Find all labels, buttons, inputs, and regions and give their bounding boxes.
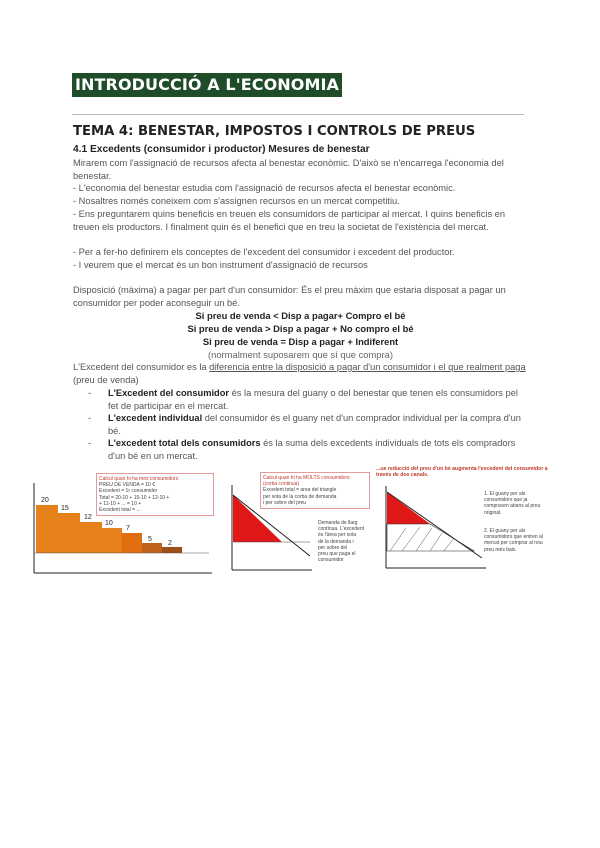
figure-price-reduction — [376, 466, 556, 586]
bar-label-1: 20 — [41, 497, 49, 504]
rule-buy-text: Si preu de venda < Disp a pagar+ Compro el bé — [195, 310, 406, 321]
fig2-side-line: contínua. L'excedent — [318, 526, 364, 533]
intro-paragraph-6: - I veurem que el mercat és un bon instrument d'assignació de recursos — [73, 260, 368, 270]
rule-indifferent — [73, 335, 528, 348]
fig3-note-2: 2. El guany per als consumidors que entren al mercat per comprar al nou preu més baix. — [484, 528, 543, 553]
fig2-side-note — [318, 520, 372, 563]
rule-not-buy — [73, 322, 528, 335]
bullet-text: és la mesura del guany o del benestar que tenen els consumidors pel fet de participar en el mercat. — [108, 388, 518, 411]
bar-label-2: 15 — [61, 505, 69, 512]
intro-paragraph-2: - L'economia del benestar estudia com l'assignació de recursos afecta el benestar econòmic. — [73, 183, 456, 193]
fig2-side-line: consumidor — [318, 557, 344, 564]
intro-paragraph-5: - Per a fer-ho definirem els conceptes de l'excedent del consumidor i excedent del productor. — [73, 247, 455, 257]
added-surplus-area — [387, 524, 474, 551]
bar-consumer-1 — [36, 505, 58, 553]
fig1-note-line: PREU DE VENDA = 10 € — [99, 482, 155, 489]
bar-consumer-6 — [142, 543, 162, 553]
disposicio-definition: Disposició (màxima) a pagar per part d'un consumidor: És el preu màxim que estaria disposat a pagar un consumidor per poder aconseguir un bé. — [73, 285, 506, 308]
fig1-note-line: Excedent = 1r consumidor — [99, 488, 158, 495]
doc-title: INTRODUCCIÓ A L'ECONOMIA — [72, 73, 342, 97]
fig2-note-sub: (corba continua) — [263, 481, 300, 488]
rule-buy — [73, 309, 528, 322]
bar-label-3: 12 — [84, 514, 92, 521]
fig2-note-line: i per sobre del preu — [263, 499, 307, 506]
fig1-note-line: Excedent total = ... — [99, 507, 141, 514]
fig1-note-line: + 11-10 + ... = 10 + — [99, 500, 142, 507]
rule-not-buy-text: Si preu de venda > Disp a pagar + No compro el bé — [187, 323, 414, 334]
fig1-note-line: Total = 20-10 + 15-10 + 12-10 + — [99, 494, 170, 501]
bullet-excedent-consumidor — [88, 387, 528, 412]
section-subtitle: 4.1 Excedents (consumidor i productor) Mesures de benestar — [73, 144, 370, 155]
fig3-note-1: 1. El guany per als consumidors que ja compraven abans al preu original. — [484, 491, 541, 516]
bar-consumer-5 — [122, 533, 142, 553]
fig2-side-line: de la demanda i — [318, 538, 354, 545]
bar-consumer-3 — [80, 522, 102, 553]
fig2-note-line: per sota de la corba de demanda — [263, 493, 337, 500]
bullet-excedent-total — [88, 437, 528, 462]
bullet-text: del consumidor és el guany net d'un comprador individual per la compra d'un bé. — [108, 413, 521, 436]
fig2-side-line: preu que paga el — [318, 551, 356, 558]
bar-consumer-4 — [102, 528, 122, 553]
bar-consumer-2 — [58, 513, 80, 553]
fig2-side-line: per sobre del — [318, 544, 348, 551]
bullet-term: L'excedent total dels consumidors — [108, 438, 261, 449]
fig1-note-title: Calcul quan hi ha mes consumidors — [99, 476, 179, 482]
bullet-text: és la suma dels excedents individuals de tots els compradors d'un bé en un mercat. — [108, 438, 516, 461]
excedent-lead: L'Excedent del consumidor es la — [73, 362, 210, 372]
fig2-calc-note — [260, 472, 370, 509]
bar-label-5: 7 — [126, 525, 130, 532]
bullet-term: L'Excedent del consumidor — [108, 388, 230, 398]
fig1-calc-note — [96, 473, 214, 516]
rule-note: (normalment suposarem que sí que compra) — [208, 349, 393, 360]
fig2-note-title: Calcul quan hi ha MOLTS consumidors — [263, 475, 350, 481]
price-reduction-chart — [376, 466, 556, 586]
rule-indifferent-text: Si preu de venda = Disp a pagar + Indiferent — [202, 336, 399, 347]
intro-paragraph-1: Mirarem com l'assignació de recursos afecta al benestar econòmic. D'això se n'encarrega l'economia del benestar. — [73, 158, 504, 181]
bullet-term: L'excedent individual — [108, 413, 203, 424]
bar-consumer-7 — [162, 547, 182, 553]
excedent-underlined: diferencia entre la disposició a pagar d'un consumidor i el que realment paga — [209, 362, 526, 372]
figure-continuous-demand — [222, 470, 372, 585]
excedent-tail: (preu de venda) — [73, 374, 139, 385]
intro-paragraph-4: - Ens preguntarem quins beneficis en treuen els consumidors de participar al mercat. I quins beneficis en treuen els productors. I finalment quin és el benefici que en treu la societat de l'existència del mercat. — [73, 209, 506, 232]
bullet-excedent-individual — [88, 412, 528, 437]
fig2-side-line: Demanda de llarg — [318, 520, 358, 526]
bar-label-6: 5 — [148, 536, 152, 543]
fig2-side-line: és l'àrea per sota — [318, 532, 357, 539]
title-divider — [72, 114, 524, 115]
excedent-definition — [73, 361, 528, 387]
section-title: TEMA 4: BENESTAR, IMPOSTOS I CONTROLS DE PREUS — [73, 124, 476, 139]
bar-label-4: 10 — [105, 520, 113, 527]
bar-label-7: 2 — [168, 540, 172, 547]
fig2-note-line: Excedent total = area del triangle — [263, 487, 337, 494]
fig3-title: ...ue reducció del preu d'un bé augmenta l'excedent del consumidor a través de dos canals. — [376, 466, 548, 479]
intro-paragraph-3: - Nosaltres només coneixem com s'assignen recursos en un mercat competitiu. — [73, 196, 400, 206]
excedent-bullet-list — [88, 387, 528, 463]
figure-step-demand — [14, 465, 214, 590]
